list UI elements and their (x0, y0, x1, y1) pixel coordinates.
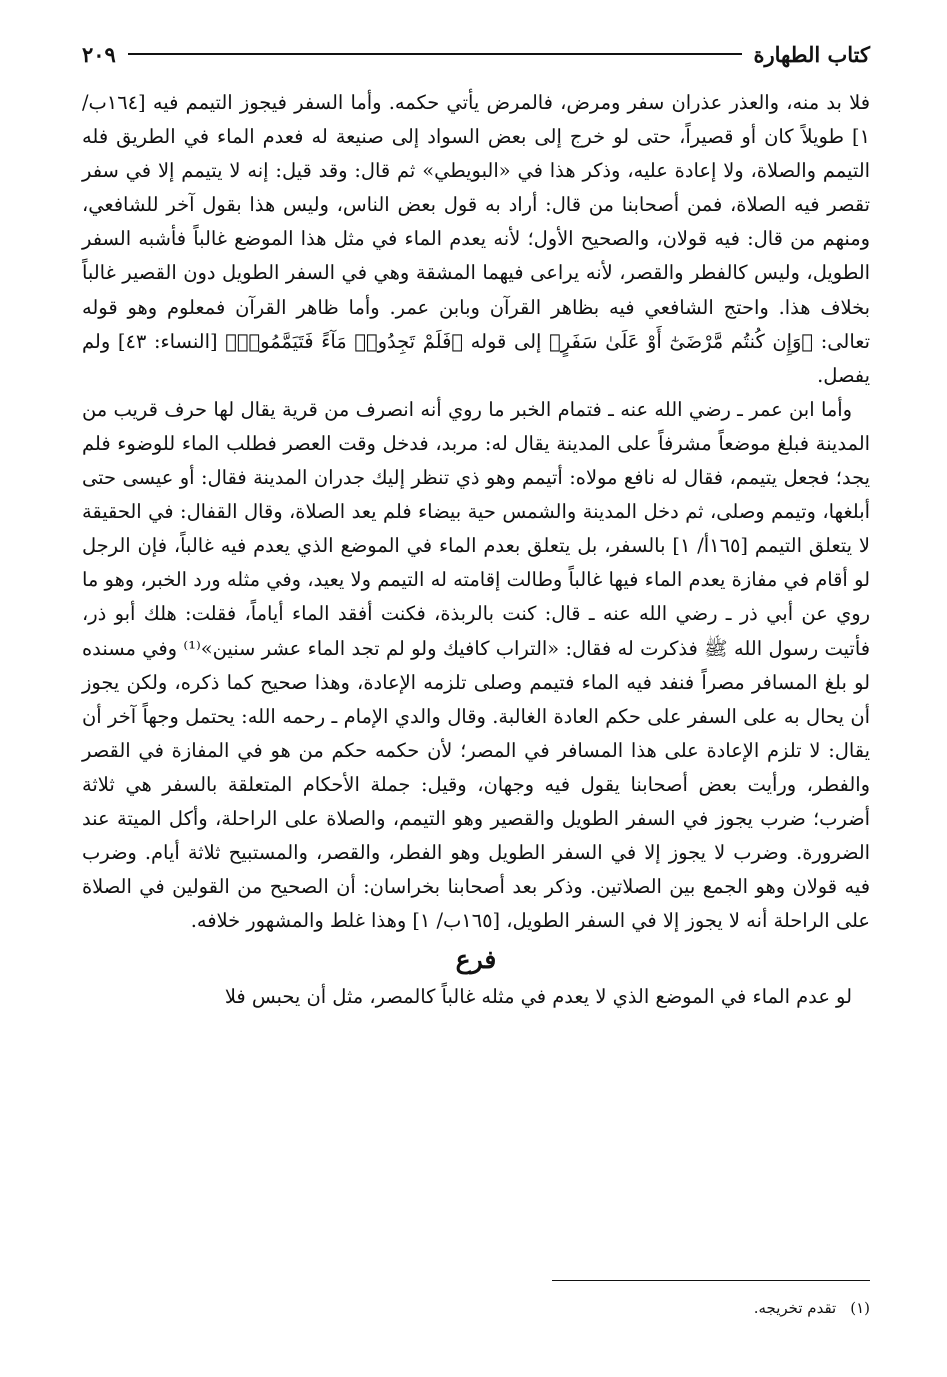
footnote-number: (١) (850, 1299, 870, 1317)
chapter-title: كتاب الطهارة (753, 41, 870, 67)
page-number: ٢٠٩ (82, 41, 116, 67)
book-page (82, 34, 870, 1354)
footnote-rule (552, 1280, 870, 1281)
paragraph-2: وأما ابن عمر ـ رضي الله عنه ـ فتمام الخبر ما روي أنه انصرف من قرية يقال لها حرف قريب من المدينة فبلغ موضعاً مشرفاً على المدينة يقال له: مربد، فدخل وقت العصر فطلب الماء للوضوء فلم يجد؛ فجعل يتيمم، فقال له نافع مولاه: أتيمم وهو ذي تنظر إليك جدران المدينة فقال: أو عيسى حتى أبلغها، وتيمم وصلى، ثم دخل المدينة والشمس حية بيضاء فلم يعد الصلاة، وقال القفال: في الحقيقة لا يتعلق التيمم [١٦٥أ/ ١] بالسفر، بل يتعلق بعدم الماء في الموضع الذي يعدم فيه غالباً، فإن الرجل لو أقام في مفازة يعدم الماء فيها غالباً وطالت إقامته له التيمم ولا يعيد، وفي مثله ورد الخبر، وهو ما روي عن أبي ذر ـ رضي الله عنه ـ قال: كنت بالربذة، فكنت أفقد الماء أياماً، فقلت: هلك أبو ذر، فأتيت رسول الله ﷺ فذكرت له فقال: «التراب كافيك ولو لم تجد الماء عشر سنين»⁽¹⁾ وفي مسنده لو بلغ المسافر مصراً فنفد فيه الماء فتيمم وصلى تلزمه الإعادة، وهذا صحيح كما ذكره، ولكن يجوز أن يحال به على السفر على حكم العادة الغالبة. وقال والدي الإمام ـ رحمه الله: يحتمل وجهاً آخر أن يقال: لا تلزم الإعادة على هذا المسافر في المصر؛ لأن حكمه حكم من هو في المفازة في القصر والفطر، ورأيت بعض أصحابنا يقول فيه وجهان، وقيل: جملة الأحكام المتعلقة بالسفر هي ثلاثة أضرب؛ ضرب يجوز في السفر الطويل والقصير وهو التيمم، والصلاة على الراحلة، وأكل الميتة عند الضرورة. وضرب لا يجوز إلا في السفر الطويل وهو الفطر، والقصر، والمستبيح ثلاثة أيام. وضرب فيه قولان وهو الجمع بين الصلاتين. وذكر بعد أصحابنا بخراسان: أن الصحيح من القولين في الصلاة على الراحلة أنه لا يجوز إلا في السفر الطويل، [١٦٥ب/ ١] وهذا غلط والمشهور خلافه. (82, 397, 871, 933)
paragraph-1: فلا بد منه، والعذر عذران سفر ومرض، فالمرض يأتي حكمه. وأما السفر فيجوز التيمم فيه [١٦٤ب/ ١] طويلاً كان أو قصيراً، حتى لو خرج إلى بعض السواد إلى صنيعة له فعدم الماء في الطريق فله التيمم والصلاة، ولا إعادة عليه، وذكر هذا في «البويطي» ثم قال: وقد قيل: إنه لا يتيمم إلا في سفر تقصر فيه الصلاة، فمن أصحابنا من قال: أراد به قول بعض الناس، وليس هذا بقول آخر للشافعي، ومنهم من قال: فيه قولان، والصحيح الأول؛ لأنه يعدم الماء في مثل هذا الموضع غالباً فأشبه السفر الطويل، وليس كالفطر والقصر، لأنه يراعى فيهما المشقة وهي في السفر الطويل دون القصير غالباً بخلاف هذا. واحتج الشافعي فيه بظاهر القرآن وبابن عمر. وأما ظاهر القرآن فمعلوم وهو قوله تعالى: ﴿وَإِن كُنتُم مَّرْضَىٰٓ أَوْ عَلَىٰ سَفَرٍ﴾ إلى قوله ﴿فَلَمْ تَجِدُوا۟ مَآءً فَتَيَمَّمُوا۟﴾ [النساء: ٤٣] ولم يفصل. (82, 91, 870, 387)
paragraph-3: لو عدم الماء في الموضع الذي لا يعدم في مثله غالباً كالمصر، مثل أن يحبس فلا (224, 985, 852, 1009)
header-rule (128, 53, 742, 55)
page-body (82, 86, 870, 1014)
running-header (82, 34, 870, 74)
section-heading: فرع (455, 945, 497, 975)
footnote-text: تقدم تخريجه. (753, 1299, 837, 1317)
footnote (754, 1296, 870, 1320)
